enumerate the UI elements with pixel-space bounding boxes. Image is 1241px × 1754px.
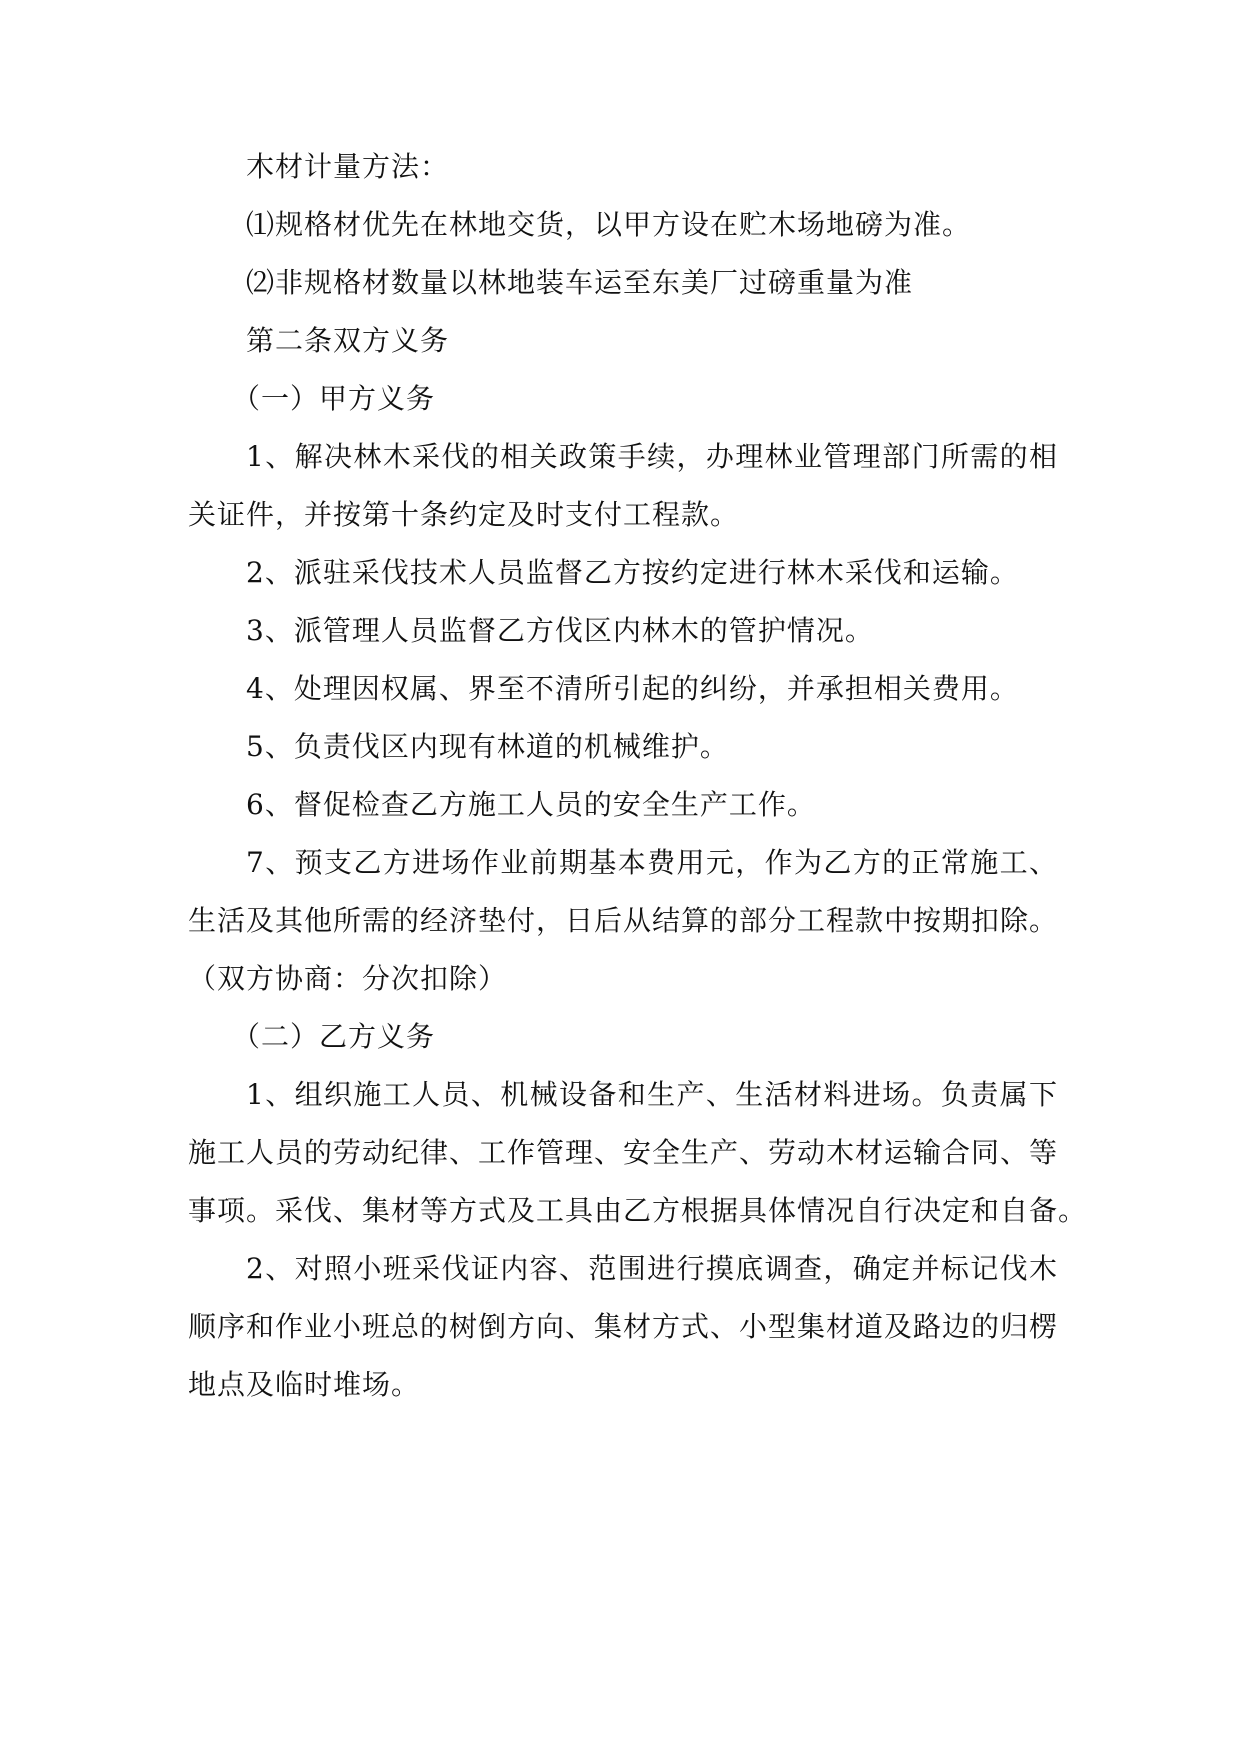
party-a-item-2: 2、派驻采伐技术人员监督乙方按约定进行林木采伐和运输。: [246, 556, 1019, 589]
party-b-item-2-line-3: 地点及临时堆场。: [188, 1368, 421, 1401]
party-a-item-3: 3、派管理人员监督乙方伐区内林木的管护情况。: [246, 614, 874, 647]
heading-measurement-method: 木材计量方法：: [246, 150, 450, 183]
measurement-item-2: ⑵非规格材数量以林地装车运至东美厂过磅重量为准: [246, 266, 914, 299]
party-a-item-1-line-1: 1、解决林木采伐的相关政策手续，办理林业管理部门所需的相: [246, 440, 1058, 473]
measurement-item-1: ⑴规格材优先在林地交货，以甲方设在贮木场地磅为准。: [246, 208, 972, 241]
party-a-item-5: 5、负责伐区内现有林道的机械维护。: [246, 730, 729, 763]
party-a-item-7-line-3: （双方协商：分次扣除）: [188, 962, 508, 995]
party-b-item-2-line-1: 2、对照小班采伐证内容、范围进行摸底调查，确定并标记伐木: [246, 1252, 1058, 1285]
article-2-heading: 第二条双方义务: [246, 324, 450, 357]
party-b-item-1-line-3: 事项。采伐、集材等方式及工具由乙方根据具体情况自行决定和自备。: [188, 1194, 1088, 1227]
party-a-item-7-line-2: 生活及其他所需的经济垫付，日后从结算的部分工程款中按期扣除。: [188, 904, 1059, 937]
party-b-item-1-line-2: 施工人员的劳动纪律、工作管理、安全生产、劳动木材运输合同、等: [188, 1136, 1059, 1169]
party-a-item-4: 4、处理因权属、界至不清所引起的纠纷，并承担相关费用。: [246, 672, 1019, 705]
party-b-item-2-line-2: 顺序和作业小班总的树倒方向、集材方式、小型集材道及路边的归楞: [188, 1310, 1059, 1343]
party-a-item-6: 6、督促检查乙方施工人员的安全生产工作。: [246, 788, 816, 821]
party-a-item-1-line-2: 关证件，并按第十条约定及时支付工程款。: [188, 498, 740, 531]
party-a-item-7-line-1: 7、预支乙方进场作业前期基本费用元，作为乙方的正常施工、: [246, 846, 1058, 879]
party-a-obligations-heading: （一）甲方义务: [232, 382, 436, 415]
party-b-item-1-line-1: 1、组织施工人员、机械设备和生产、生活材料进场。负责属下: [246, 1078, 1058, 1111]
party-b-obligations-heading: （二）乙方义务: [232, 1020, 436, 1053]
